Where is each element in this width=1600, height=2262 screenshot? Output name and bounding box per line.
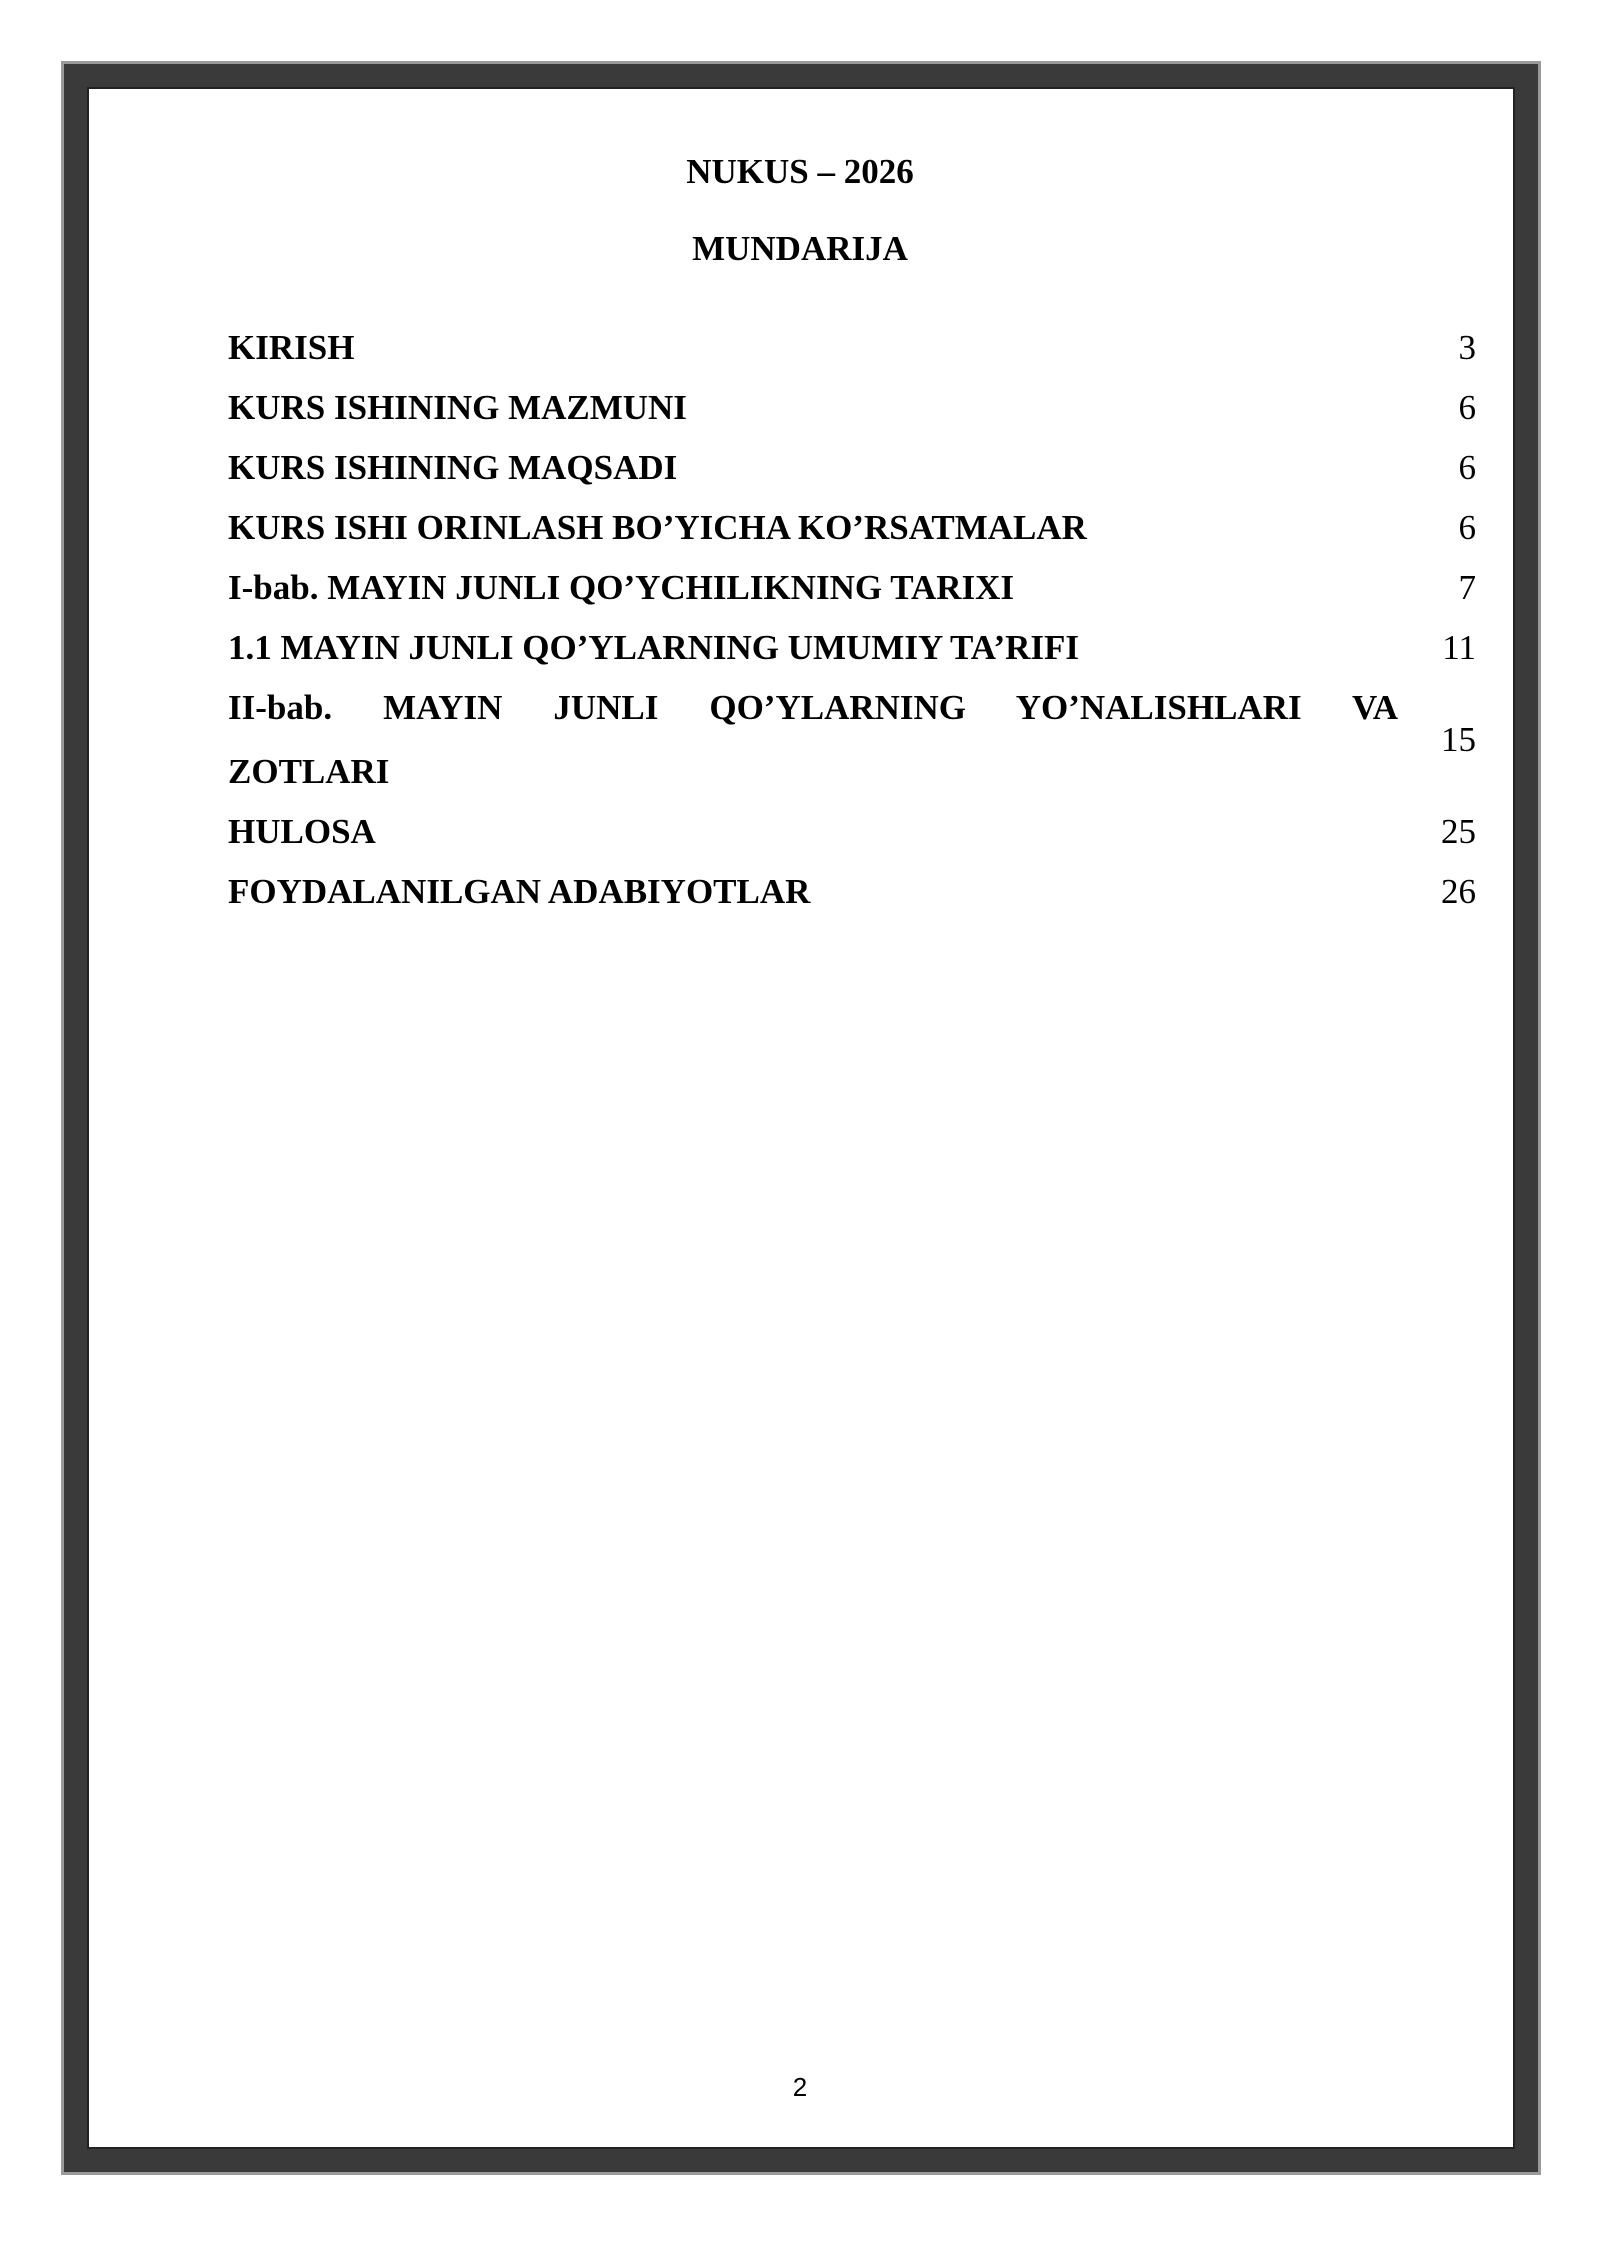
toc-entry-label: 1.1 MAYIN JUNLI QO’YLARNING UMUMIY TA’RIFI xyxy=(228,628,1080,667)
toc-entry-maqsadi xyxy=(228,438,1476,498)
toc-entry-hulosa xyxy=(228,802,1476,862)
toc-entry-label: FOYDALANILGAN ADABIYOTLAR xyxy=(228,872,811,911)
toc-entry-label-line-1: II-bab. MAYIN JUNLI QO’YLARNING YO’NALISHLARI VA xyxy=(228,688,1398,727)
toc-entry-page: 6 xyxy=(1458,508,1476,547)
toc-entry-page: 15 xyxy=(1441,720,1476,759)
toc-entry-label: HULOSA xyxy=(228,812,376,851)
toc-entry-page: 25 xyxy=(1441,812,1476,851)
toc-entry-label xyxy=(228,676,1398,804)
toc-entry-label: I-bab. MAYIN JUNLI QO’YCHILIKNING TARIXI xyxy=(228,568,1015,607)
toc-entry-page: 6 xyxy=(1458,448,1476,487)
toc-entry-label: KIRISH xyxy=(228,328,355,367)
toc-entry-label-line-2: ZOTLARI xyxy=(228,752,390,791)
toc-entry-page: 7 xyxy=(1458,568,1476,607)
toc-entry-korsatmalar xyxy=(228,498,1476,558)
toc-title: MUNDARIJA xyxy=(692,229,908,268)
toc-entry-chapter-1 xyxy=(228,558,1476,618)
toc-entry-page: 26 xyxy=(1441,872,1476,911)
toc-entry-label: KURS ISHI ORINLASH BO’YICHA KO’RSATMALAR xyxy=(228,508,1087,547)
toc-entry-mazmuni xyxy=(228,378,1476,438)
toc-entry-page: 6 xyxy=(1458,388,1476,427)
toc-entry-kirish xyxy=(228,318,1476,378)
city-year-heading: NUKUS – 2026 xyxy=(686,152,914,191)
toc-entry-page: 3 xyxy=(1458,328,1476,367)
toc-entry-adabiyotlar xyxy=(228,862,1476,922)
toc-entry-label: KURS ISHINING MAZMUNI xyxy=(228,388,687,427)
table-of-contents xyxy=(228,318,1476,922)
toc-entry-page: 11 xyxy=(1442,628,1476,667)
toc-entry-section-1-1 xyxy=(228,618,1476,678)
toc-entry-chapter-2 xyxy=(228,678,1476,802)
toc-entry-label: KURS ISHINING MAQSADI xyxy=(228,448,678,487)
page-number: 2 xyxy=(792,2072,808,2102)
